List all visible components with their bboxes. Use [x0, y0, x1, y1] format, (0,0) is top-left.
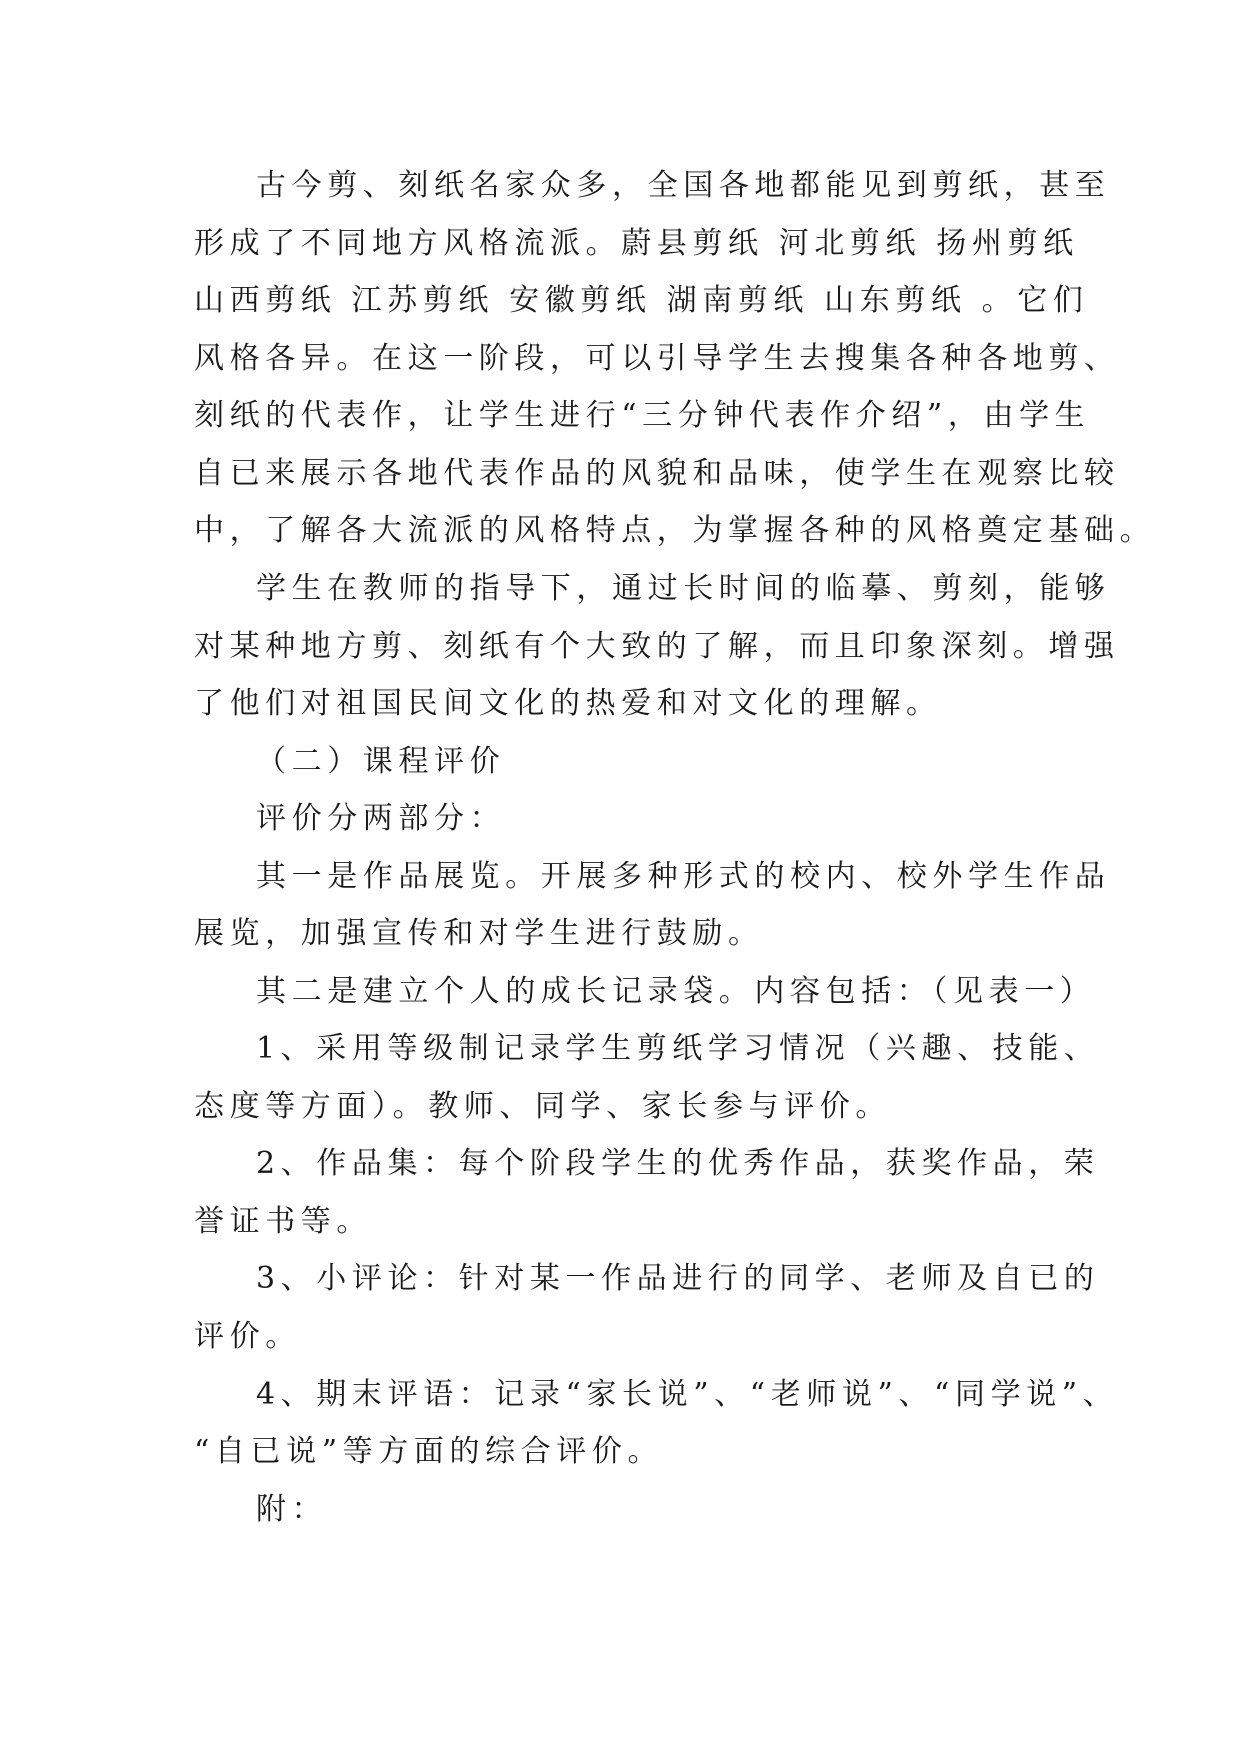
paragraph-line: 学生在教师的指导下，通过长时间的临摹、剪刻，能够 — [256, 571, 1111, 606]
paragraph-line: 古今剪、刻纸名家众多，全国各地都能见到剪纸，甚至 — [256, 168, 1111, 203]
paragraph-line: 评价分两部分： — [256, 801, 506, 836]
paragraph-line: 对某种地方剪、刻纸有个大致的了解，而且印象深刻。增强 — [194, 629, 1120, 664]
list-item: 4、期末评语：记录“家长说”、“老师说”、“同学说”、 — [256, 1377, 1119, 1412]
list-item: 3、小评论：针对某一作品进行的同学、老师及自已的 — [256, 1261, 1100, 1296]
list-item: 誉证书等。 — [194, 1204, 372, 1239]
list-item: “自已说”等方面的综合评价。 — [194, 1434, 664, 1469]
paragraph-line: 其二是建立个人的成长记录袋。内容包括：（见表一） — [256, 974, 1096, 1009]
appendix-label: 附： — [256, 1492, 328, 1527]
list-item: 态度等方面）。教师、同学、家长参与评价。 — [194, 1089, 891, 1124]
paragraph-line: 刻纸的代表作，让学生进行“三分钟代表作介绍”，由学生 — [194, 398, 1091, 433]
paragraph-line: 了他们对祖国民间文化的热爱和对文化的理解。 — [194, 686, 942, 721]
section-heading: （二）课程评价 — [256, 744, 506, 779]
paragraph-line: 自已来展示各地代表作品的风貌和品味，使学生在观察比较 — [194, 456, 1120, 491]
paragraph-line: 展览，加强宣传和对学生进行鼓励。 — [194, 916, 764, 951]
list-item: 2、作品集：每个阶段学生的优秀作品，获奖作品，荣 — [256, 1146, 1100, 1181]
paragraph-line: 风格各异。在这一阶段，可以引导学生去搜集各种各地剪、 — [194, 341, 1120, 376]
paragraph-line: 其一是作品展览。开展多种形式的校内、校外学生作品 — [256, 859, 1111, 894]
list-item: 1、采用等级制记录学生剪纸学习情况（兴趣、技能、 — [256, 1031, 1100, 1066]
paragraph-line: 山西剪纸 江苏剪纸 安徽剪纸 湖南剪纸 山东剪纸 。它们 — [194, 283, 1089, 318]
paragraph-line: 中，了解各大流派的风格特点，为掌握各种的风格奠定基础。 — [194, 513, 1156, 548]
paragraph-line: 形成了不同地方风格流派。蔚县剪纸 河北剪纸 扬州剪纸 — [194, 226, 1079, 261]
list-item: 评价。 — [194, 1319, 301, 1354]
